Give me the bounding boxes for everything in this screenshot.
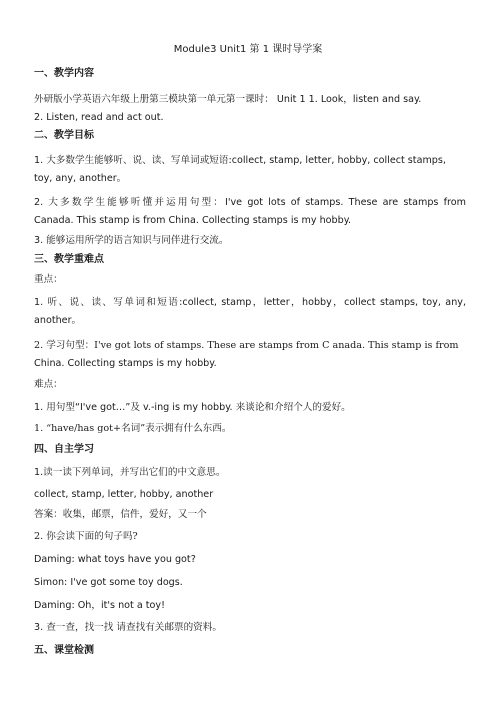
focus-2-line-2: China. Collecting stamps is my hobby. [34,358,217,369]
section-heading-keypoints: 三、教学重难点 [34,254,104,265]
content-line-1: 外研版小学英语六年级上册第三模块第一单元第一课时： Unit 1 1. Look，listen and say. [34,94,422,105]
selfstudy-question-2: 2. 你会读下面的句子吗? [34,531,138,542]
dialog-line-1: Daming: what toys have you got? [34,554,196,565]
section-heading-selfstudy: 四、自主学习 [34,444,94,455]
document-title: Module3 Unit1 第 1 课时导学案 [173,44,323,55]
selfstudy-answer: 答案：收集，邮票，信件，爱好，又一个 [34,509,207,520]
dialog-line-3: Daming: Oh，it's not a toy! [34,600,165,611]
focus-1-line-1: 1. 听、说、读、写单词和短语:collect, stamp，letter，hobby，collect stamps, toy, any, [34,297,466,308]
dialog-line-2: Simon: I've got some toy dogs. [34,577,183,588]
content-line-2: 2. Listen, read and act out. [34,112,164,123]
difficulty-label: 难点： [34,379,63,390]
section-heading-content: 一、教学内容 [34,68,94,79]
section-heading-classcheck: 五、课堂检测 [34,645,94,656]
goal-2-line-2: Canada. This stamp is from China. Collecting stamps is my hobby. [34,215,352,226]
goal-1-line-2: toy, any, another。 [34,173,127,184]
goal-3: 3. 能够运用所学的语言知识与同伴进行交流。 [34,235,229,246]
selfstudy-question-3: 3. 查一查，找一找 请查找有关邮票的资料。 [34,622,222,633]
focus-label: 重点： [34,274,63,285]
goal-1-line-1: 1. 大多数学生能够听、说、读、写单词或短语:collect, stamp, letter, hobby, collect stamps, [34,155,446,166]
selfstudy-words: collect, stamp, letter, hobby, another [34,489,214,500]
focus-2-line-1: 2. 学习句型：I've got lots of stamps. These are stamps from C anada. This stamp is from [34,340,459,351]
selfstudy-question-1: 1.读一读下列单词，并写出它们的中文意思。 [34,467,226,478]
difficulty-1: 1. 用句型“I've got…”及 v.-ing is my hobby. 来谈论和介绍个人的爱好。 [34,402,351,413]
section-heading-goals: 二、教学目标 [34,130,94,141]
focus-1-line-2: another。 [34,315,82,326]
goal-2-line-1: 2. 大多数学生能够听懂并运用句型：I've got lots of stamps. These are stamps from [34,197,466,208]
difficulty-2: 1. “have/has got+名词”表示拥有什么东西。 [34,423,232,434]
